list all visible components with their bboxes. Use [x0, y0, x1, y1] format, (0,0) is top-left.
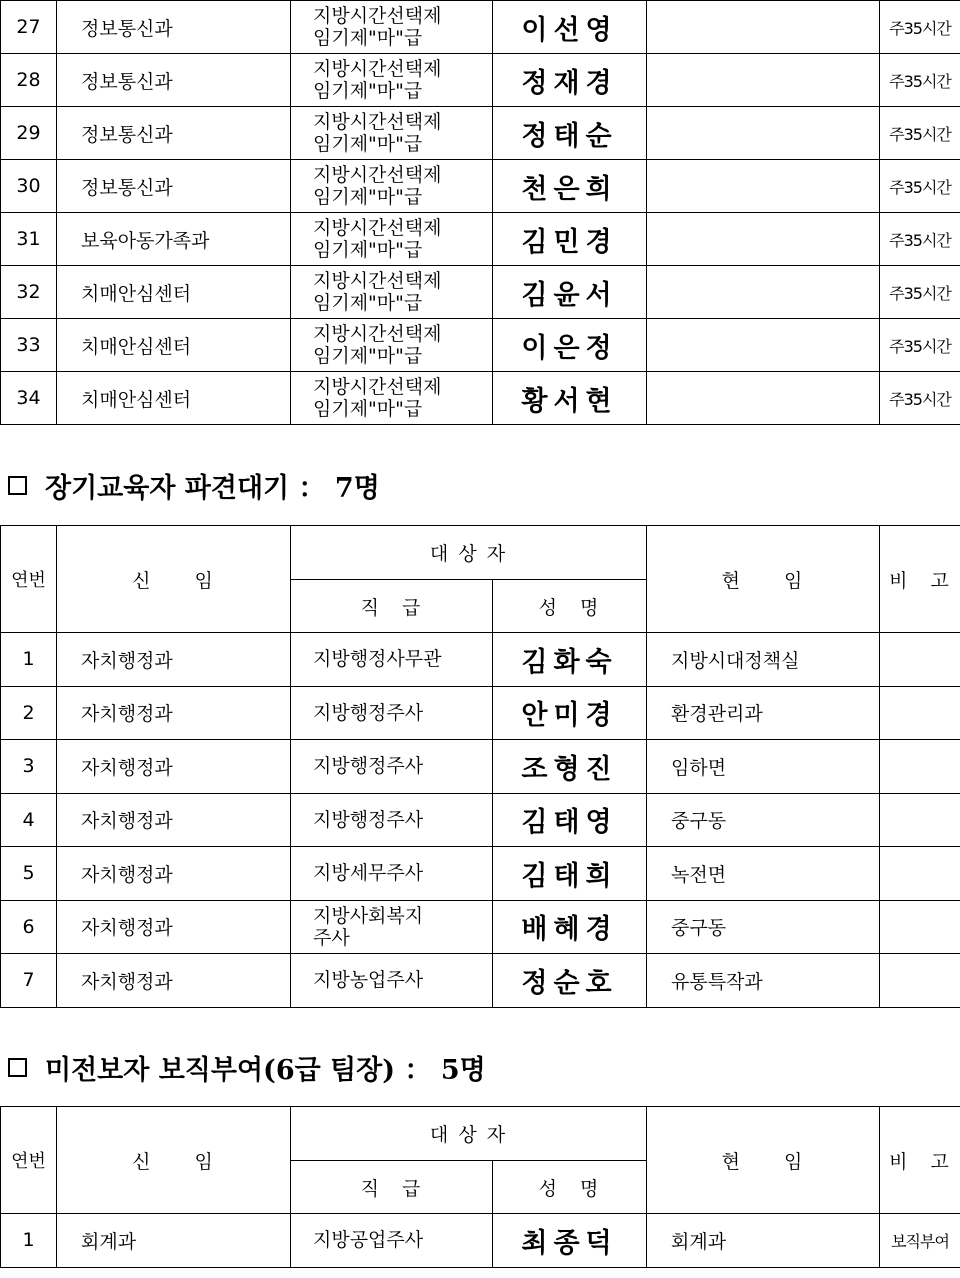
new-post-dept-text: 회계과 — [81, 1230, 137, 1253]
header-current-post: 현 임 — [647, 526, 880, 633]
header-new-post: 신 임 — [57, 526, 291, 633]
note-cell — [880, 793, 960, 847]
grade-cell — [291, 847, 493, 901]
new-post-dept-text: 자치행정과 — [81, 917, 173, 940]
grade-cell — [291, 107, 493, 160]
header-new-post: 신 임 — [57, 1107, 291, 1214]
section-title-long-term-education — [8, 466, 380, 505]
new-post-dept — [57, 266, 291, 319]
new-post-dept-text: 자치행정과 — [81, 649, 173, 672]
row-number: 1 — [1, 633, 57, 687]
person-name: 이선영 — [493, 1, 647, 54]
header-name: 성 명 — [493, 580, 647, 633]
grade-cell — [291, 740, 493, 794]
grade-cell — [291, 1214, 493, 1268]
new-post-dept-text: 자치행정과 — [81, 810, 173, 833]
header-grade: 직 급 — [291, 1161, 493, 1214]
new-post-dept-text: 자치행정과 — [81, 970, 173, 993]
row-number: 3 — [1, 740, 57, 794]
note-cell: 주35시간 — [880, 319, 960, 372]
grade-line: 지방세무주사 — [313, 862, 424, 885]
current-post-text: 임하면 — [671, 756, 727, 779]
current-post — [647, 740, 880, 794]
new-post-dept — [57, 900, 291, 954]
current-post — [647, 633, 880, 687]
new-post-dept-text: 정보통신과 — [81, 123, 173, 146]
note-cell: 보직부여 — [880, 1214, 960, 1268]
table-row — [1, 1, 960, 54]
grade-line: 임기제"마"급 — [313, 133, 423, 155]
grade-cell — [291, 372, 493, 425]
current-post-text: 중구동 — [671, 810, 727, 833]
grade-line: 임기제"마"급 — [313, 345, 423, 367]
grade-cell — [291, 213, 493, 266]
new-post-dept — [57, 213, 291, 266]
table-row — [1, 1214, 960, 1268]
note-cell — [880, 954, 960, 1008]
grade-line: 지방사회복지 — [313, 904, 424, 927]
table-row — [1, 160, 960, 213]
current-post-text: 지방시대정책실 — [671, 649, 800, 672]
new-post-dept — [57, 107, 291, 160]
person-name: 황서현 — [493, 372, 647, 425]
table-row — [1, 847, 960, 901]
new-post-dept — [57, 372, 291, 425]
row-number: 28 — [1, 54, 57, 107]
note-cell: 주35시간 — [880, 213, 960, 266]
row-number: 4 — [1, 793, 57, 847]
person-name: 배혜경 — [493, 900, 647, 954]
grade-line: 지방시간선택제 — [313, 376, 442, 398]
header-target: 대 상 자 — [291, 1107, 647, 1161]
grade-line: 임기제"마"급 — [313, 80, 423, 102]
person-name: 김태희 — [493, 847, 647, 901]
note-cell — [880, 847, 960, 901]
header-target: 대 상 자 — [291, 526, 647, 580]
section-title-text: 장기교육자 파견대기 ： 7명 — [45, 473, 380, 504]
header-grade: 직 급 — [291, 580, 493, 633]
grade-line: 임기제"마"급 — [313, 292, 423, 314]
new-post-dept-text: 자치행정과 — [81, 703, 173, 726]
row-number: 6 — [1, 900, 57, 954]
current-post — [647, 1, 880, 54]
note-cell — [880, 740, 960, 794]
new-post-dept-text: 치매안심센터 — [81, 388, 192, 411]
table-row — [1, 319, 960, 372]
section-title-text: 미전보자 보직부여(6급 팀장) ： 5명 — [45, 1055, 486, 1086]
new-post-dept — [57, 54, 291, 107]
grade-line: 지방행정사무관 — [313, 648, 442, 671]
person-name: 김화숙 — [493, 633, 647, 687]
note-cell — [880, 900, 960, 954]
row-number: 32 — [1, 266, 57, 319]
grade-line: 임기제"마"급 — [313, 27, 423, 49]
new-post-dept — [57, 1214, 291, 1268]
current-post — [647, 847, 880, 901]
grade-cell — [291, 319, 493, 372]
row-number: 5 — [1, 847, 57, 901]
table-row — [1, 686, 960, 740]
current-post — [647, 54, 880, 107]
grade-line: 지방행정주사 — [313, 755, 424, 778]
person-name: 정태순 — [493, 107, 647, 160]
new-post-dept-text: 정보통신과 — [81, 176, 173, 199]
current-post-text: 녹전면 — [671, 863, 727, 886]
row-number: 30 — [1, 160, 57, 213]
grade-cell — [291, 793, 493, 847]
new-post-dept — [57, 1, 291, 54]
header-note: 비 고 — [880, 526, 960, 633]
row-number: 7 — [1, 954, 57, 1008]
current-post — [647, 900, 880, 954]
person-name: 김태영 — [493, 793, 647, 847]
person-name: 김민경 — [493, 213, 647, 266]
grade-cell — [291, 54, 493, 107]
header-no: 연번 — [1, 526, 57, 633]
person-name: 정재경 — [493, 54, 647, 107]
current-post-text: 유통특작과 — [671, 970, 763, 993]
grade-cell — [291, 160, 493, 213]
grade-line: 임기제"마"급 — [313, 239, 423, 261]
current-post — [647, 319, 880, 372]
person-name: 정순호 — [493, 954, 647, 1008]
person-name: 최종덕 — [493, 1214, 647, 1268]
long-term-education-table — [0, 525, 960, 1008]
row-number: 29 — [1, 107, 57, 160]
note-cell — [880, 633, 960, 687]
table-row — [1, 793, 960, 847]
grade-line: 지방시간선택제 — [313, 164, 442, 186]
note-cell: 주35시간 — [880, 372, 960, 425]
person-name: 김윤서 — [493, 266, 647, 319]
grade-cell — [291, 633, 493, 687]
new-post-dept — [57, 160, 291, 213]
new-post-dept-text: 치매안심센터 — [81, 335, 192, 358]
current-post-text: 회계과 — [671, 1230, 727, 1253]
grade-cell — [291, 266, 493, 319]
grade-line: 지방행정주사 — [313, 808, 424, 831]
grade-cell — [291, 686, 493, 740]
note-cell: 주35시간 — [880, 1, 960, 54]
grade-line: 임기제"마"급 — [313, 186, 423, 208]
grade-cell — [291, 900, 493, 954]
grade-line: 지방공업주사 — [313, 1229, 424, 1252]
note-cell — [880, 686, 960, 740]
new-post-dept — [57, 740, 291, 794]
grade-line: 주사 — [313, 926, 350, 949]
checkbox-square-icon — [8, 476, 27, 495]
current-post — [647, 686, 880, 740]
person-name: 안미경 — [493, 686, 647, 740]
new-post-dept — [57, 793, 291, 847]
current-post — [647, 160, 880, 213]
new-post-dept-text: 정보통신과 — [81, 17, 173, 40]
new-post-dept-text: 정보통신과 — [81, 70, 173, 93]
header-current-post: 현 임 — [647, 1107, 880, 1214]
current-post — [647, 954, 880, 1008]
current-post — [647, 1214, 880, 1268]
unassigned-position-table — [0, 1106, 960, 1268]
current-post — [647, 213, 880, 266]
grade-cell — [291, 1, 493, 54]
table-row — [1, 954, 960, 1008]
current-post — [647, 266, 880, 319]
row-number: 33 — [1, 319, 57, 372]
table-row — [1, 633, 960, 687]
person-name: 조형진 — [493, 740, 647, 794]
note-cell: 주35시간 — [880, 160, 960, 213]
note-cell: 주35시간 — [880, 266, 960, 319]
header-note: 비 고 — [880, 1107, 960, 1214]
row-number: 1 — [1, 1214, 57, 1268]
current-post — [647, 372, 880, 425]
header-name: 성 명 — [493, 1161, 647, 1214]
grade-line: 지방시간선택제 — [313, 111, 442, 133]
new-post-dept-text: 자치행정과 — [81, 756, 173, 779]
section-title-unassigned — [8, 1048, 486, 1087]
grade-line: 지방행정주사 — [313, 701, 424, 724]
current-post — [647, 793, 880, 847]
note-cell: 주35시간 — [880, 107, 960, 160]
table-row — [1, 372, 960, 425]
table-row — [1, 266, 960, 319]
person-name: 이은정 — [493, 319, 647, 372]
row-number: 2 — [1, 686, 57, 740]
table-row — [1, 107, 960, 160]
table-row — [1, 213, 960, 266]
new-post-dept — [57, 954, 291, 1008]
grade-line: 지방시간선택제 — [313, 5, 442, 27]
current-post — [647, 107, 880, 160]
new-post-dept-text: 자치행정과 — [81, 863, 173, 886]
grade-line: 지방시간선택제 — [313, 323, 442, 345]
new-post-dept — [57, 633, 291, 687]
assignment-table-continued — [0, 0, 960, 425]
table-row — [1, 900, 960, 954]
header-no: 연번 — [1, 1107, 57, 1214]
grade-line: 지방시간선택제 — [313, 270, 442, 292]
new-post-dept — [57, 686, 291, 740]
grade-line: 지방시간선택제 — [313, 217, 442, 239]
person-name: 천은희 — [493, 160, 647, 213]
new-post-dept — [57, 319, 291, 372]
new-post-dept-text: 보육아동가족과 — [81, 229, 210, 252]
grade-line: 임기제"마"급 — [313, 398, 423, 420]
note-cell: 주35시간 — [880, 54, 960, 107]
grade-line: 지방시간선택제 — [313, 58, 442, 80]
grade-cell — [291, 954, 493, 1008]
table-row — [1, 54, 960, 107]
current-post-text: 환경관리과 — [671, 703, 763, 726]
row-number: 34 — [1, 372, 57, 425]
new-post-dept-text: 치매안심센터 — [81, 282, 192, 305]
row-number: 27 — [1, 1, 57, 54]
table-row — [1, 740, 960, 794]
checkbox-square-icon — [8, 1058, 27, 1077]
grade-line: 지방농업주사 — [313, 969, 424, 992]
current-post-text: 중구동 — [671, 917, 727, 940]
row-number: 31 — [1, 213, 57, 266]
new-post-dept — [57, 847, 291, 901]
